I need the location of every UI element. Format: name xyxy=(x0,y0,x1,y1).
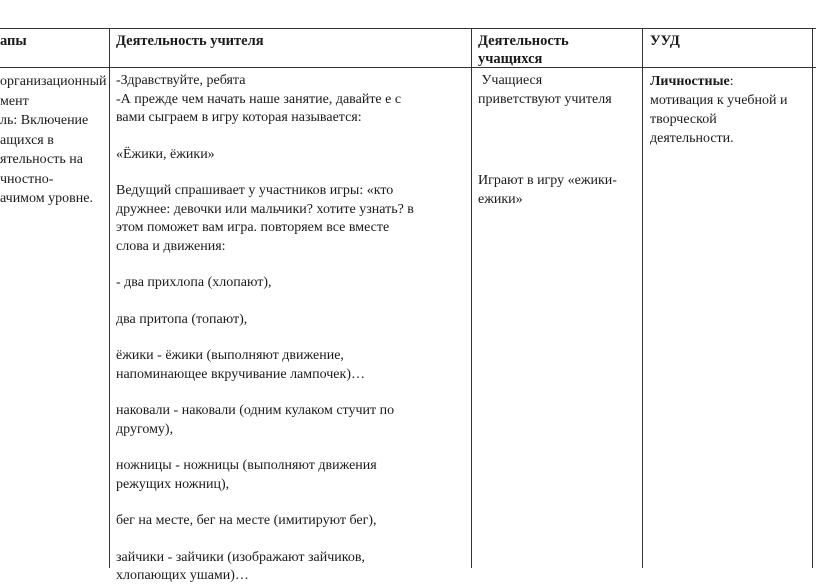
teacher-line: -А прежде чем начать наше занятие, давайте е с xyxy=(116,91,402,107)
header-stages-label: апы xyxy=(0,33,27,49)
uud-line: мотивация к учебной и xyxy=(650,93,788,108)
stage-line: чностно- xyxy=(0,171,54,187)
stage-line: мент xyxy=(0,93,29,109)
student-line: Учащиеся xyxy=(478,73,543,88)
teacher-line: напоминающее вкручивание лампочек)… xyxy=(116,366,365,382)
table-right-border xyxy=(812,28,813,568)
header-student-label-line2: учащихся xyxy=(478,51,543,67)
header-row-border xyxy=(0,67,816,68)
header-teacher-activity xyxy=(116,32,466,50)
column-divider-3 xyxy=(642,28,643,568)
student-line: приветствуют учителя xyxy=(478,91,612,107)
student-activity-cell xyxy=(478,72,640,109)
uud-cell xyxy=(650,72,810,148)
uud-heading xyxy=(650,72,810,91)
header-student-activity xyxy=(478,32,638,68)
teacher-line: наковали - наковали (одним кулаком стучит по xyxy=(116,403,395,418)
teacher-line: Ведущий спрашивает у участников игры: «кто xyxy=(116,183,394,198)
teacher-line: -Здравствуйте, ребята xyxy=(116,73,246,88)
teacher-line: - два прихлопа (хлопают), xyxy=(116,275,272,290)
teacher-line: другому), xyxy=(116,421,174,437)
table-top-border xyxy=(0,28,816,29)
header-teacher-label: Деятельность учителя xyxy=(116,33,264,49)
student-activity-game xyxy=(478,171,640,209)
teacher-line: ножницы - ножницы (выполняют движения xyxy=(116,458,377,473)
header-stages xyxy=(0,32,106,50)
column-divider-1 xyxy=(109,28,110,568)
uud-personal-label: Личностные xyxy=(650,74,730,89)
column-divider-2 xyxy=(471,28,472,568)
student-line: ежики» xyxy=(478,192,523,207)
stage-line: организационный xyxy=(0,74,107,89)
teacher-line: слова и движения: xyxy=(116,238,226,254)
header-uud xyxy=(650,32,808,50)
uud-colon: : xyxy=(729,74,734,89)
teacher-line: бег на месте, бег на месте (имитируют бег), xyxy=(116,513,377,528)
student-line: Играют в игру «ежики- xyxy=(478,173,617,188)
stage-line: ль: Включение xyxy=(0,113,89,128)
teacher-activity-cell xyxy=(116,72,468,586)
uud-line: деятельности. xyxy=(650,131,734,146)
teacher-line: хлопающих ушами)… xyxy=(116,568,249,583)
teacher-line: два притопа (топают), xyxy=(116,311,248,327)
uud-line: творческой xyxy=(650,112,717,127)
stage-cell xyxy=(0,72,106,209)
header-uud-label: УУД xyxy=(650,33,680,49)
teacher-line: зайчики - зайчики (изображают зайчиков, xyxy=(116,549,365,565)
stage-line: ачимом уровне. xyxy=(0,191,93,206)
teacher-line: этом поможет вам игра. повторяем все вместе xyxy=(116,220,390,235)
stage-line: ятельность на xyxy=(0,152,83,167)
stage-line: ащихся в xyxy=(0,132,54,148)
teacher-line-game-title: «Ёжики, ёжики» xyxy=(116,146,215,162)
teacher-line: ёжики - ёжики (выполняют движение, xyxy=(116,348,344,363)
header-student-label-line1: Деятельность xyxy=(478,33,569,49)
teacher-line: вами сыграем в игру которая называется: xyxy=(116,110,362,125)
teacher-line: режущих ножниц), xyxy=(116,476,230,492)
teacher-line: дружнее: девочки или мальчики? хотите узнать? в xyxy=(116,201,414,217)
